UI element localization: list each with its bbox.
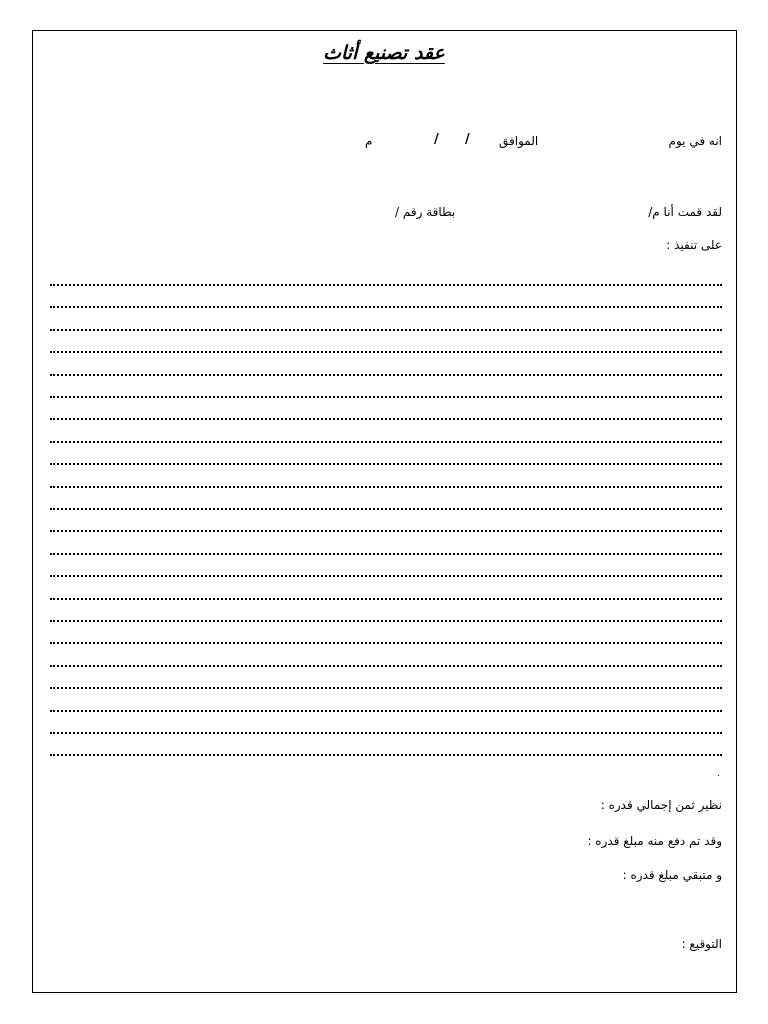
dotted-line xyxy=(50,329,722,331)
dotted-line xyxy=(50,642,722,644)
dotted-line xyxy=(50,687,722,689)
card-number-label: بطاقة رقم / xyxy=(395,205,456,219)
execute-label: على تنفيذ : xyxy=(666,238,722,252)
stray-dot xyxy=(718,775,719,776)
dotted-line xyxy=(50,620,722,622)
dotted-line xyxy=(50,351,722,353)
corresponding-label: الموافق xyxy=(499,134,539,148)
name-label: لقد قمت أنا م/ xyxy=(648,205,722,219)
dotted-line xyxy=(50,486,722,488)
dotted-line xyxy=(50,754,722,756)
date-slash-1: / xyxy=(465,132,470,147)
dotted-line xyxy=(50,306,722,308)
dotted-line xyxy=(50,374,722,376)
dotted-line xyxy=(50,710,722,712)
total-price-label: نظير ثمن إجمالي قدره : xyxy=(600,798,722,812)
dotted-line xyxy=(50,575,722,577)
document-title: عقد تصنيع أثاث xyxy=(323,42,445,64)
remaining-amount-label: و متبقي مبلغ قدره : xyxy=(622,868,722,882)
paid-amount-label: وقد تم دفع منه مبلغ قدره : xyxy=(587,834,722,848)
dotted-line xyxy=(50,553,722,555)
dotted-line xyxy=(50,732,722,734)
dotted-line xyxy=(50,396,722,398)
date-slash-2: / xyxy=(434,132,439,147)
era-suffix: م xyxy=(365,134,373,148)
dotted-line xyxy=(50,284,722,286)
signature-label: التوقيع : xyxy=(681,937,722,951)
dotted-line xyxy=(50,441,722,443)
dotted-line xyxy=(50,530,722,532)
dotted-line xyxy=(50,665,722,667)
dotted-line xyxy=(50,463,722,465)
page-frame xyxy=(32,30,737,993)
dotted-line xyxy=(50,418,722,420)
dotted-line xyxy=(50,598,722,600)
dotted-line xyxy=(50,508,722,510)
day-label: انه في يوم xyxy=(668,134,722,148)
